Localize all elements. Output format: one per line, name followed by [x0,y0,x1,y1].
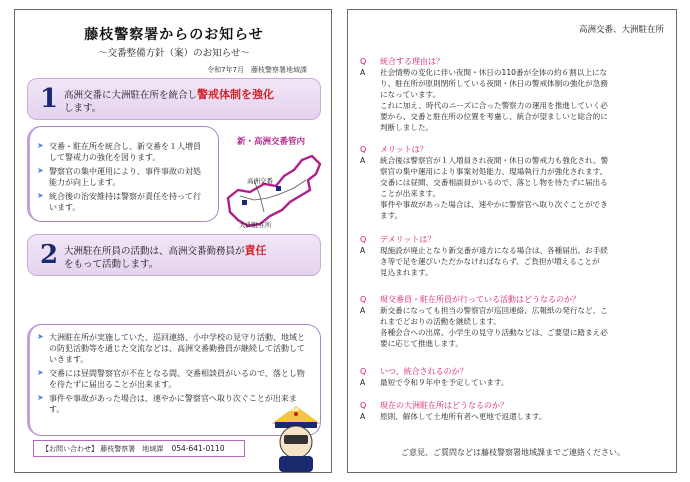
contact-tel: 054-641-0110 [171,444,225,453]
qa-item [360,366,666,388]
section-1-points [37,141,207,216]
dateline: 令和7年7月 藤枝警察署地域課 [207,66,307,74]
jurisdiction-map [220,150,328,232]
answer: A 統合後は警察官が１人増員され夜間・休日の警戒力も強化され、警 察官の集中運用により事案対処能力、現場執行力が強化されます。 交番には昼間、交番相談員がいるので、落とし物を待たずに届出る ことが出来ます。 事件や事故があった場合は、速やかに警察官へ取り次ぐことができ ます。 [360,156,609,220]
bullet-arrow-icon: ➤ [37,141,44,150]
bullet-arrow-icon: ➤ [37,191,44,200]
list-item: ➤ 統合後の治安維持は警察が責任を持って行います。 [37,191,201,212]
list-item: ➤ 事件や事故があった場合は、速やかに警察官へ取り次ぐことが出来ます。 [37,393,297,414]
contact-dept: 藤枝警察署 地域課 [100,445,164,453]
question: Q メリットは？ [360,145,428,154]
qa-item [360,56,666,133]
question: Q デメリットは？ [360,235,436,244]
list-item: ➤ 交番には昼間警察官が不在となる間、交番相談員がいるので、落とし物を待たずに届出ることが出来ます。 [37,368,305,389]
section-2-number: 2 [40,240,59,270]
map-label-chuzaisho: 大洲駐在所 [239,221,272,229]
qa-item [360,144,666,221]
section-1-number: 1 [40,84,59,114]
left-page [14,9,332,473]
section-2-highlight: 責任 [244,244,267,257]
question: Q 現在の大洲駐在所はどうなるのか？ [360,401,508,410]
contact-box [33,440,245,457]
answer: A 社会情勢の変化に伴い夜間・休日の110番が全体の約６割以上にな り、駐在所が原則閉所している夜間・休日の警戒体制の強化が急務 になっています。 これに加え、時代のニーズに合った警察力の運用を推進していく必 要から、交番と駐在所の位置を考慮し、統合が望ましいと総合的に 判断しました。 [360,68,608,132]
list-item: ➤ 交番・駐在所を統合し、新交番を１人増員して警戒力の強化を図ります。 [37,141,201,162]
list-item: ➤ 警察官の集中運用により、事件事故の対処能力が向上します。 [37,166,201,187]
page-title: 藤枝警察署からのお知らせ [84,27,264,43]
answer: A 現施設が廃止となり新交番が遠方になる場合は、各種届出、お手続 き等で足を運びいただかなければならず、ご負担が増えることが 見込まれます。 [360,246,608,277]
mascot-tag: KOBAN [281,408,299,413]
bullet-arrow-icon: ➤ [37,368,44,377]
qa-item [360,400,666,422]
section-1-highlight: 警戒体制を強化 [197,88,275,101]
jurisdiction-boundary [228,156,320,226]
section-2-text-before: 大洲駐在所員の活動は、高洲交番勤務員が [64,246,245,257]
question: Q いつ、統合されるのか？ [360,367,468,376]
section-2-text-after: をもって活動します。 [64,259,159,270]
answer: A 最短で令和９年中を予定しています。 [360,378,509,387]
section-1-banner [27,78,321,120]
answer: A 新交番になっても担当の警察官が巡回連絡、広報紙の発行など、こ れまでどおりの活動を継続します。 各種会合への出席、小学生の見守り活動などは、ご要望に踏まえ必 要に応じて推進します。 [360,306,608,348]
bullet-arrow-icon: ➤ [37,332,44,341]
contact-label: 【お問い合わせ】 [42,445,98,453]
chuzaisho-marker [242,200,247,205]
koban-marker [276,186,281,191]
bullet-arrow-icon: ➤ [37,166,44,175]
qa-item [360,294,666,349]
map-title: 新・高洲交番管内 [237,137,306,147]
footer-note: ご意見、ご質問などは藤枝警察署地域課までご連絡ください。 [401,448,625,457]
page-subtitle: 〜交番整備方針（案）のお知らせ〜 [98,48,250,59]
question: Q 現交番員・駐在所員が行っている活動はどうなるのか？ [360,295,580,304]
answer: A 原則、解体して土地所有者へ更地で返還します。 [360,412,547,421]
section-1-text-after: します。 [64,103,102,114]
question: Q 統合する理由は？ [360,57,444,66]
right-header: 高洲交番、大洲駐在所 [578,25,664,35]
right-page [347,9,677,473]
list-item: ➤ 大洲駐在所が実施していた、巡回連絡、小中学校の見守り活動、地域との防犯活動等を通じた交流などは、高洲交番勤務員が継続して活動していきます。 [37,332,305,364]
section-2-banner [27,234,321,276]
bullet-arrow-icon: ➤ [37,393,44,402]
qa-item [360,234,666,278]
section-1-text [64,88,316,115]
section-2-text [64,244,316,271]
section-1-text-before: 高洲交番に大洲駐在所を統合し [64,90,198,101]
map-label-koban: 高洲交番 [247,177,273,185]
